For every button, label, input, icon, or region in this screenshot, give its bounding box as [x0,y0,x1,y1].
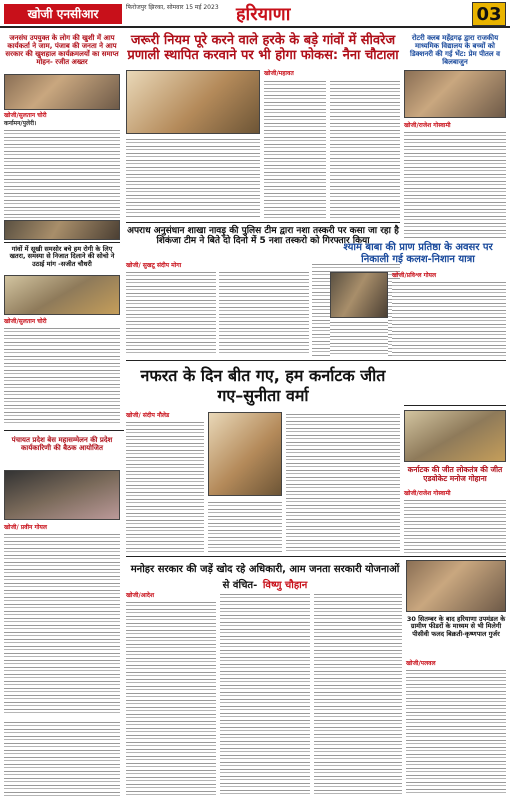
col1-photo-2 [4,220,120,240]
lower-body-col-1 [126,600,216,796]
page-number: 03 [472,2,506,26]
banner-photo [208,412,282,496]
right-body-text [404,130,506,238]
lead-body-col-3 [126,137,260,219]
lower-headline-right: विष्णु चौहान [262,580,308,591]
side-headline: 30 सितम्बर के बाद हरियाणा उपमंडल के ग्रामीण फीडरों के माध्यम से भी मिलेगी पीसीवी फलद बिक्रती-कृष्णपाल गुर्जर [406,615,506,638]
newspaper-brand: खोजी एनसीआर [4,4,122,24]
lower-headline [126,560,404,592]
side-photo [406,560,506,612]
lower-byline: खोजी/आदेश [126,592,155,599]
banner-byline: खोजी/ संदीप नौलेड [126,412,170,419]
karnataka-body-text [404,498,506,556]
col1-byline: खोजी/सुलतान चोरी [4,112,47,119]
col1-body-text-4 [4,720,120,796]
divider [126,222,400,223]
karnataka-headline: कर्नाटक की जीत लोकतंत्र की जीत एडवोकेट मनोज गोहाना [407,465,503,483]
masthead-dateline: फिरोजपुर झिरका, सोमवार 15 मई 2023 [126,4,219,11]
col1-photo [4,74,120,110]
mid-byline: खोजी/ सुखटू संदीप मोगा [126,262,182,269]
mid-body-col-5 [330,320,388,356]
mid-headline-2: श्याम बाबा की प्राण प्रतिष्ठा के अवसर पर निकाली गई कलश-निशान यात्रा [343,242,493,265]
side-body-text [406,668,506,796]
lead-headline: जरूरी नियम पूरे करने वाले हरके के बड़े गांवों में सीवरेज प्रणाली स्थापित करवाने पर भी होगा फोकस: नैना चौटाला [127,33,399,63]
right-headline: रोटरी क्लब महेंद्रगढ़ द्वारा राजकीय माध्यमिक विद्यालय के बच्चों को डिक्शनरी की गई भेंट: प्रेम पीतल व बिलबाजुन [410,34,500,67]
col1-photo-3 [4,275,120,315]
divider [404,405,506,406]
karnataka-photo [404,410,506,462]
lower-headline-left: मनोहर सरकार की जड़ें खोद रहे अधिकारी, आम जनता सरकारी योजनाओं से वंचित- [130,564,400,591]
banner-headline: नफरत के दिन बीत गए, हम कर्नाटक जीत गए–सुनीता वर्मा [140,366,386,405]
mid-body-col-4 [392,280,506,356]
divider [126,360,506,361]
col1-headline-2: गांवों में सूखी समसोर बचे हम रोगी के लिए खतरा, समस्या से निजात दिलाने की सोचो ने उठाई मांग -सजीत चौधरी [9,245,115,268]
lower-body-col-3 [314,592,402,796]
col1-headline-3: पंचायत प्रदेश बेस महासम्मेलन की प्रदेश कार्यकारिणी की बैठक आयोजित [11,436,113,453]
lead-byline: खोजी/महावत [264,70,294,77]
mid-photo-2 [330,272,388,318]
right-byline: खोजी/राजेश गोस्वामी [404,122,451,129]
karnataka-byline: खोजी/राजेश गोस्वामी [404,490,451,497]
side-byline: खोजी/पलवल [406,660,436,667]
divider [4,242,120,243]
divider [4,430,124,431]
banner-body-col-3 [286,412,400,552]
col1-headline: जनसंघ उपयुक्त के लोग की खुशी में आप कार्यकर्ता ने जाम, पंजाब की जनता ने आप सरकार की खुशहाल कार्यक्रमलयों का समाप्त मोहन- रजीत अख्तर [5,34,119,67]
lead-photo [126,70,260,134]
col1-body-text-3 [4,532,120,716]
col1-byline-2: खोजी/सुलतान चोरी [4,318,47,325]
divider [126,556,506,557]
section-title: हरियाणा [236,4,291,25]
mid-body-col-1 [126,270,216,356]
lead-body-col-1 [264,79,326,219]
lead-body-col-2 [330,79,400,219]
mid-headline: अपराध अनुसंधान शाखा नावड़ु की पुलिस टीम द्वारा नशा तस्करी पर कसा जा रहा है शिकंजा टीम ने बिते दो दिनो में 5 नशा तस्करो को गिरफ्तार किया [127,226,399,247]
col1-body-text-2 [4,326,120,426]
col1-byline-3: खोजी/ प्रवीन गोयल [4,524,47,531]
col1-dateline: कर्नामन/पुलेरी। [4,120,37,127]
col1-photo-4 [4,470,120,520]
mid-body-col-2 [219,270,309,356]
mid-byline-2: खोजी/प्रविश्ल गोयल [392,272,437,279]
banner-body-col-1 [126,420,204,552]
banner-body-col-2 [208,500,282,552]
lower-body-col-2 [220,592,310,796]
right-photo [404,70,506,118]
col1-body-text [4,128,120,218]
